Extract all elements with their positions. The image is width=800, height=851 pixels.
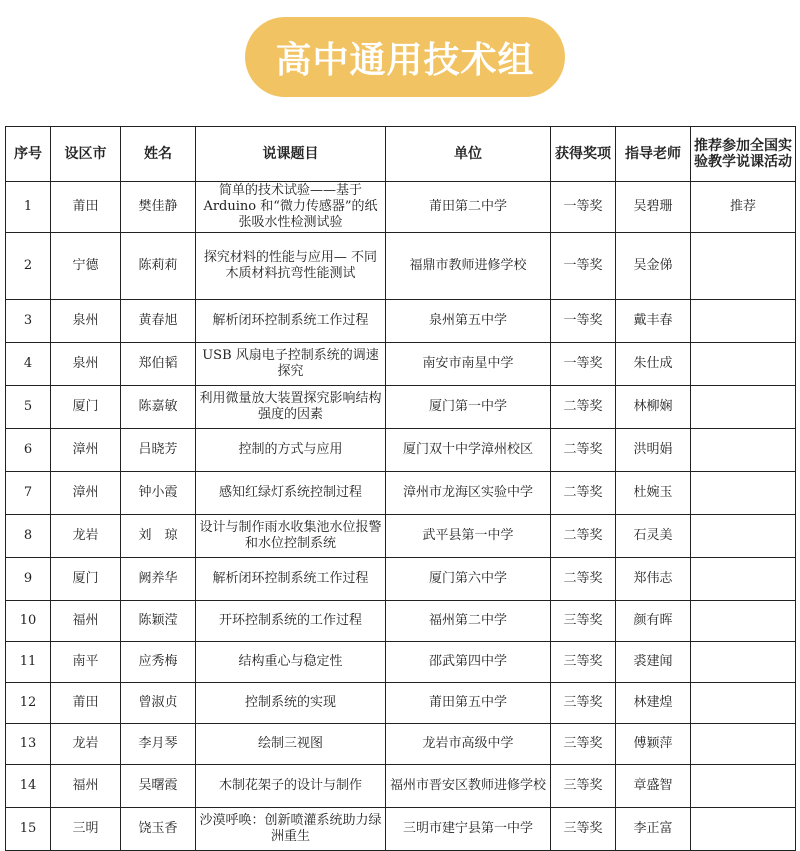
header-unit: 单位 (386, 127, 551, 182)
cell-city: 宁德 (51, 233, 121, 300)
cell-award: 二等奖 (551, 558, 616, 601)
cell-recommend (691, 724, 796, 765)
cell-name: 郑伯韬 (121, 343, 196, 386)
cell-recommend (691, 601, 796, 642)
cell-award: 一等奖 (551, 343, 616, 386)
cell-topic: 控制系统的实现 (196, 683, 386, 724)
header-award: 获得奖项 (551, 127, 616, 182)
cell-teacher: 傅颖萍 (616, 724, 691, 765)
table-row (6, 515, 796, 558)
table-row (6, 472, 796, 515)
cell-unit: 邵武第四中学 (386, 642, 551, 683)
cell-teacher: 杜婉玉 (616, 472, 691, 515)
cell-name: 陈嘉敏 (121, 386, 196, 429)
cell-city: 莆田 (51, 683, 121, 724)
cell-recommend (691, 472, 796, 515)
header-topic: 说课题目 (196, 127, 386, 182)
cell-no: 3 (6, 300, 51, 343)
cell-teacher: 李正富 (616, 808, 691, 851)
page-title: 高中通用技术组 (275, 39, 535, 81)
table-row (6, 724, 796, 765)
cell-name: 阙养华 (121, 558, 196, 601)
cell-unit: 南安市南星中学 (386, 343, 551, 386)
cell-topic: 设计与制作雨水收集池水位报警和水位控制系统 (196, 515, 386, 558)
cell-city: 南平 (51, 642, 121, 683)
cell-name: 钟小霞 (121, 472, 196, 515)
cell-topic: 沙漠呼唤：创新喷灌系统助力绿洲重生 (196, 808, 386, 851)
cell-unit: 福鼎市教师进修学校 (386, 233, 551, 300)
cell-city: 漳州 (51, 429, 121, 472)
cell-topic: 解析闭环控制系统工作过程 (196, 558, 386, 601)
cell-no: 9 (6, 558, 51, 601)
cell-no: 7 (6, 472, 51, 515)
cell-unit: 厦门第一中学 (386, 386, 551, 429)
cell-award: 三等奖 (551, 642, 616, 683)
cell-city: 福州 (51, 765, 121, 808)
cell-award: 一等奖 (551, 182, 616, 233)
cell-name: 陈颖滢 (121, 601, 196, 642)
cell-unit: 漳州市龙海区实验中学 (386, 472, 551, 515)
cell-no: 13 (6, 724, 51, 765)
cell-no: 10 (6, 601, 51, 642)
header-recommend: 推荐参加全国实验教学说课活动 (691, 127, 796, 182)
cell-name: 李月琴 (121, 724, 196, 765)
cell-city: 龙岩 (51, 515, 121, 558)
cell-unit: 莆田第二中学 (386, 182, 551, 233)
cell-teacher: 石灵美 (616, 515, 691, 558)
cell-teacher: 林柳娴 (616, 386, 691, 429)
cell-name: 饶玉香 (121, 808, 196, 851)
cell-recommend (691, 558, 796, 601)
cell-city: 福州 (51, 601, 121, 642)
table-header-row (6, 127, 796, 182)
cell-recommend (691, 642, 796, 683)
cell-no: 2 (6, 233, 51, 300)
cell-teacher: 郑伟志 (616, 558, 691, 601)
cell-unit: 泉州第五中学 (386, 300, 551, 343)
cell-no: 15 (6, 808, 51, 851)
table-row (6, 233, 796, 300)
cell-award: 二等奖 (551, 429, 616, 472)
table-row (6, 182, 796, 233)
cell-topic: USB 风扇电子控制系统的调速探究 (196, 343, 386, 386)
cell-recommend (691, 808, 796, 851)
cell-no: 4 (6, 343, 51, 386)
cell-award: 一等奖 (551, 300, 616, 343)
cell-recommend: 推荐 (691, 182, 796, 233)
cell-no: 6 (6, 429, 51, 472)
cell-city: 三明 (51, 808, 121, 851)
table-row (6, 300, 796, 343)
cell-topic: 感知红绿灯系统控制过程 (196, 472, 386, 515)
header-teacher: 指导老师 (616, 127, 691, 182)
cell-no: 1 (6, 182, 51, 233)
cell-teacher: 洪明娟 (616, 429, 691, 472)
cell-name: 陈莉莉 (121, 233, 196, 300)
cell-award: 二等奖 (551, 472, 616, 515)
cell-unit: 厦门第六中学 (386, 558, 551, 601)
cell-recommend (691, 386, 796, 429)
cell-award: 一等奖 (551, 233, 616, 300)
table-row (6, 343, 796, 386)
cell-award: 三等奖 (551, 808, 616, 851)
cell-city: 厦门 (51, 558, 121, 601)
table-row (6, 558, 796, 601)
cell-name: 樊佳静 (121, 182, 196, 233)
cell-teacher: 吴碧珊 (616, 182, 691, 233)
cell-topic: 利用微量放大装置探究影响结构强度的因素 (196, 386, 386, 429)
cell-no: 14 (6, 765, 51, 808)
cell-no: 5 (6, 386, 51, 429)
cell-topic: 简单的技术试验——基于 Arduino 和“微力传感器”的纸张吸水性检测试验 (196, 182, 386, 233)
cell-name: 应秀梅 (121, 642, 196, 683)
cell-city: 泉州 (51, 343, 121, 386)
cell-teacher: 章盛智 (616, 765, 691, 808)
cell-topic: 绘制三视图 (196, 724, 386, 765)
cell-recommend (691, 300, 796, 343)
table-row (6, 808, 796, 851)
header-no: 序号 (6, 127, 51, 182)
cell-award: 三等奖 (551, 601, 616, 642)
header-name: 姓名 (121, 127, 196, 182)
cell-unit: 武平县第一中学 (386, 515, 551, 558)
cell-unit: 厦门双十中学漳州校区 (386, 429, 551, 472)
cell-recommend (691, 683, 796, 724)
cell-award: 三等奖 (551, 724, 616, 765)
cell-unit: 龙岩市高级中学 (386, 724, 551, 765)
cell-teacher: 吴金俤 (616, 233, 691, 300)
cell-teacher: 裘建闻 (616, 642, 691, 683)
cell-award: 三等奖 (551, 683, 616, 724)
cell-teacher: 林建煌 (616, 683, 691, 724)
cell-city: 厦门 (51, 386, 121, 429)
cell-name: 黄春旭 (121, 300, 196, 343)
cell-topic: 探究材料的性能与应用— 不同木质材料抗弯性能测试 (196, 233, 386, 300)
cell-award: 二等奖 (551, 515, 616, 558)
table-row (6, 683, 796, 724)
cell-city: 泉州 (51, 300, 121, 343)
cell-no: 8 (6, 515, 51, 558)
table-row (6, 601, 796, 642)
cell-name: 吴曙霞 (121, 765, 196, 808)
cell-award: 三等奖 (551, 765, 616, 808)
cell-name: 刘 琼 (121, 515, 196, 558)
cell-award: 二等奖 (551, 386, 616, 429)
cell-city: 龙岩 (51, 724, 121, 765)
cell-recommend (691, 429, 796, 472)
table-row (6, 642, 796, 683)
cell-city: 莆田 (51, 182, 121, 233)
cell-topic: 木制花架子的设计与制作 (196, 765, 386, 808)
cell-unit: 三明市建宁县第一中学 (386, 808, 551, 851)
cell-recommend (691, 765, 796, 808)
cell-recommend (691, 233, 796, 300)
cell-unit: 莆田第五中学 (386, 683, 551, 724)
cell-no: 11 (6, 642, 51, 683)
title-banner (245, 17, 565, 97)
cell-name: 吕晓芳 (121, 429, 196, 472)
cell-topic: 开环控制系统的工作过程 (196, 601, 386, 642)
cell-name: 曾淑贞 (121, 683, 196, 724)
cell-topic: 结构重心与稳定性 (196, 642, 386, 683)
header-city: 设区市 (51, 127, 121, 182)
cell-recommend (691, 343, 796, 386)
table-row (6, 765, 796, 808)
cell-topic: 解析闭环控制系统工作过程 (196, 300, 386, 343)
cell-teacher: 朱仕成 (616, 343, 691, 386)
cell-teacher: 戴丰春 (616, 300, 691, 343)
table-row (6, 386, 796, 429)
cell-no: 12 (6, 683, 51, 724)
cell-recommend (691, 515, 796, 558)
cell-topic: 控制的方式与应用 (196, 429, 386, 472)
cell-teacher: 颜有晖 (616, 601, 691, 642)
cell-unit: 福州市晋安区教师进修学校 (386, 765, 551, 808)
awards-table (5, 126, 796, 851)
table-row (6, 429, 796, 472)
cell-unit: 福州第二中学 (386, 601, 551, 642)
cell-city: 漳州 (51, 472, 121, 515)
